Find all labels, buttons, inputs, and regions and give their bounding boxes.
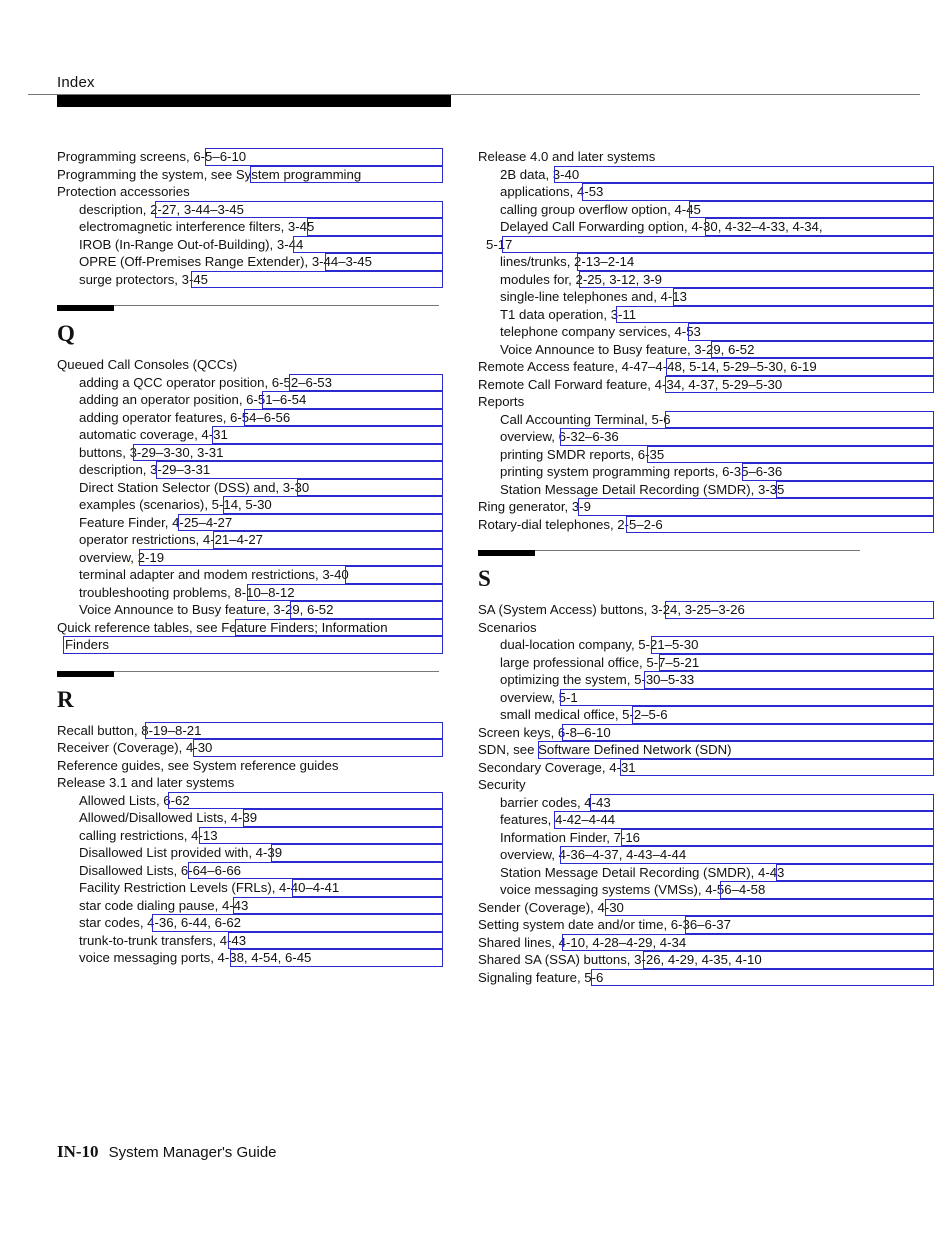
index-subentry[interactable]: Facility Restriction Levels (FRLs), 4-40–4-41 xyxy=(57,879,443,897)
divider-bar xyxy=(57,671,114,677)
index-entry[interactable]: Rotary-dial telephones, 2-5–2-6 xyxy=(478,516,934,534)
divider-rule xyxy=(57,671,439,672)
index-subentry[interactable]: overview, 4-36–4-37, 4-43–4-44 xyxy=(478,846,934,864)
index-subentry[interactable]: calling restrictions, 4-13 xyxy=(57,827,443,845)
index-subentry[interactable]: printing system programming reports, 6-35–6-36 xyxy=(478,463,934,481)
index-entry[interactable]: SDN, see Software Defined Network (SDN) xyxy=(478,741,934,759)
index-entry[interactable]: Signaling feature, 5-6 xyxy=(478,969,934,987)
section-divider xyxy=(57,296,443,326)
index-entry[interactable]: Secondary Coverage, 4-31 xyxy=(478,759,934,777)
section-divider xyxy=(57,662,443,692)
index-entry: Release 3.1 and later systems xyxy=(57,775,235,790)
index-entry[interactable]: Setting system date and/or time, 6-36–6-37 xyxy=(478,916,934,934)
page-footer xyxy=(57,1142,277,1162)
index-entry[interactable]: Programming screens, 6-5–6-10 xyxy=(57,148,443,166)
index-subentry[interactable]: Allowed/Disallowed Lists, 4-39 xyxy=(57,809,443,827)
index-subentry[interactable]: IROB (In-Range Out-of-Building), 3-44 xyxy=(57,236,443,254)
index-subentry[interactable]: features, 4-42–4-44 xyxy=(478,811,934,829)
index-subentry[interactable]: dual-location company, 5-21–5-30 xyxy=(478,636,934,654)
index-subentry[interactable]: terminal adapter and modem restrictions, 3-40 xyxy=(57,566,443,584)
index-subentry[interactable]: adding operator features, 6-54–6-56 xyxy=(57,409,443,427)
index-subentry[interactable]: surge protectors, 3-45 xyxy=(57,271,443,289)
index-entry: Security xyxy=(478,777,526,792)
book-title: System Manager's Guide xyxy=(108,1144,277,1161)
index-subentry[interactable]: calling group overflow option, 4-45 xyxy=(478,201,934,219)
index-subentry[interactable]: lines/trunks, 2-13–2-14 xyxy=(478,253,934,271)
index-subentry[interactable]: small medical office, 5-2–5-6 xyxy=(478,706,934,724)
index-entry[interactable]: Shared SA (SSA) buttons, 3-26, 4-29, 4-35, 4-10 xyxy=(478,951,934,969)
divider-rule xyxy=(478,550,860,551)
index-subentry[interactable]: Voice Announce to Busy feature, 3-29, 6-52 xyxy=(57,601,443,619)
index-column-left xyxy=(57,148,443,967)
index-subentry[interactable]: automatic coverage, 4-31 xyxy=(57,426,443,444)
index-subentry[interactable]: Call Accounting Terminal, 5-6 xyxy=(478,411,934,429)
index-subentry[interactable]: voice messaging ports, 4-38, 4-54, 6-45 xyxy=(57,949,443,967)
index-subentry[interactable]: Disallowed List provided with, 4-39 xyxy=(57,844,443,862)
index-subentry[interactable]: barrier codes, 4-43 xyxy=(478,794,934,812)
index-subentry[interactable]: single-line telephones and, 4-13 xyxy=(478,288,934,306)
index-entry[interactable]: Sender (Coverage), 4-30 xyxy=(478,899,934,917)
page-number: IN-10 xyxy=(57,1142,99,1161)
index-subentry[interactable]: Disallowed Lists, 6-64–6-66 xyxy=(57,862,443,880)
index-entry: Release 4.0 and later systems xyxy=(478,149,656,164)
index-subentry[interactable]: trunk-to-trunk transfers, 4-43 xyxy=(57,932,443,950)
index-subentry[interactable]: description, 3-29–3-31 xyxy=(57,461,443,479)
index-subentry[interactable]: printing SMDR reports, 6-35 xyxy=(478,446,934,464)
index-subentry[interactable]: star codes, 4-36, 6-44, 6-62 xyxy=(57,914,443,932)
divider-bar xyxy=(478,550,535,556)
index-subentry[interactable]: Delayed Call Forwarding option, 4-30, 4-32–4-33, 4-34, xyxy=(478,218,934,236)
index-entry[interactable]: Remote Call Forward feature, 4-34, 4-37, 5-29–5-30 xyxy=(478,376,934,394)
index-entry[interactable]: Remote Access feature, 4-47–4-48, 5-14, 5-29–5-30, 6-19 xyxy=(478,358,934,376)
index-entry: Reference guides, see System reference guides xyxy=(57,757,339,773)
index-entry[interactable]: Quick reference tables, see Feature Finders; Information xyxy=(57,619,443,637)
index-subentry[interactable]: overview, 2-19 xyxy=(57,549,443,567)
index-column-right xyxy=(478,148,934,986)
index-subentry[interactable]: optimizing the system, 5-30–5-33 xyxy=(478,671,934,689)
index-entry[interactable]: Shared lines, 4-10, 4-28–4-29, 4-34 xyxy=(478,934,934,952)
running-head: Index xyxy=(57,74,95,91)
index-subentry[interactable]: 2B data, 3-40 xyxy=(478,166,934,184)
index-entry[interactable]: Screen keys, 6-8–6-10 xyxy=(478,724,934,742)
index-subentry[interactable]: examples (scenarios), 5-14, 5-30 xyxy=(57,496,443,514)
index-entry: Protection accessories xyxy=(57,184,190,199)
index-subentry[interactable]: Station Message Detail Recording (SMDR), 4-43 xyxy=(478,864,934,882)
index-subentry[interactable]: Station Message Detail Recording (SMDR), 3-35 xyxy=(478,481,934,499)
index-subentry[interactable]: Voice Announce to Busy feature, 3-29, 6-52 xyxy=(478,341,934,359)
index-subentry[interactable]: Feature Finder, 4-25–4-27 xyxy=(57,514,443,532)
index-subentry[interactable]: telephone company services, 4-53 xyxy=(478,323,934,341)
index-subentry[interactable]: overview, 5-1 xyxy=(478,689,934,707)
index-subentry[interactable]: modules for, 2-25, 3-12, 3-9 xyxy=(478,271,934,289)
index-entry[interactable]: Programming the system, see System programming xyxy=(57,166,443,184)
index-subentry[interactable]: Direct Station Selector (DSS) and, 3-30 xyxy=(57,479,443,497)
section-divider xyxy=(478,541,934,571)
section-letter: Q xyxy=(57,321,75,346)
index-entry: Reports xyxy=(478,394,525,409)
index-subentry[interactable]: 5-17 xyxy=(478,236,934,254)
index-entry[interactable]: Ring generator, 3-9 xyxy=(478,498,934,516)
index-subentry[interactable]: OPRE (Off-Premises Range Extender), 3-44–3-45 xyxy=(57,253,443,271)
index-subentry[interactable]: voice messaging systems (VMSs), 4-56–4-58 xyxy=(478,881,934,899)
index-entry: Scenarios xyxy=(478,619,537,635)
index-subentry[interactable]: description, 2-27, 3-44–3-45 xyxy=(57,201,443,219)
index-subentry[interactable]: applications, 4-53 xyxy=(478,183,934,201)
index-subentry[interactable]: star code dialing pause, 4-43 xyxy=(57,897,443,915)
index-entry[interactable]: SA (System Access) buttons, 3-24, 3-25–3-26 xyxy=(478,601,934,619)
index-subentry[interactable]: Finders xyxy=(57,636,443,654)
divider-bar xyxy=(57,305,114,311)
index-subentry[interactable]: Allowed Lists, 6-62 xyxy=(57,792,443,810)
divider-rule xyxy=(57,305,439,306)
index-entry[interactable]: Receiver (Coverage), 4-30 xyxy=(57,739,443,757)
section-letter: S xyxy=(478,566,491,591)
index-subentry[interactable]: operator restrictions, 4-21–4-27 xyxy=(57,531,443,549)
index-entry: Queued Call Consoles (QCCs) xyxy=(57,357,238,372)
index-subentry[interactable]: adding a QCC operator position, 6-52–6-53 xyxy=(57,374,443,392)
index-subentry[interactable]: large professional office, 5-7–5-21 xyxy=(478,654,934,672)
index-subentry[interactable]: electromagnetic interference filters, 3-45 xyxy=(57,218,443,236)
index-subentry[interactable]: adding an operator position, 6-51–6-54 xyxy=(57,391,443,409)
index-subentry[interactable]: overview, 6-32–6-36 xyxy=(478,428,934,446)
index-subentry[interactable]: Information Finder, 7-16 xyxy=(478,829,934,847)
section-letter: R xyxy=(57,686,74,712)
index-entry[interactable]: Recall button, 8-19–8-21 xyxy=(57,722,443,740)
index-subentry[interactable]: buttons, 3-29–3-30, 3-31 xyxy=(57,444,443,462)
header-bar xyxy=(57,95,451,107)
index-subentry[interactable]: T1 data operation, 3-11 xyxy=(478,306,934,324)
index-subentry[interactable]: troubleshooting problems, 8-10–8-12 xyxy=(57,584,443,602)
